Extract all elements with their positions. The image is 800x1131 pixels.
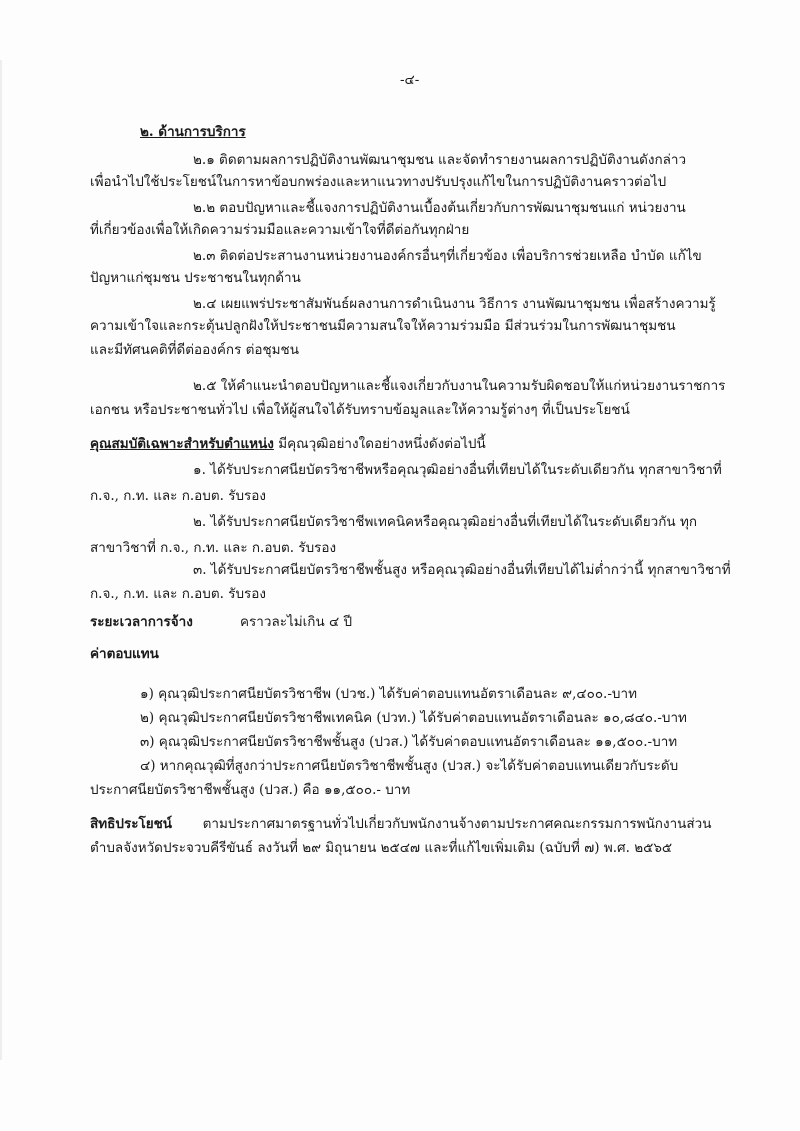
qualification-item-1-line-2: ก.จ., ก.ท. และ ก.อบต. รับรอง: [90, 488, 266, 504]
compensation-item-1: ๑) คุณวุฒิประกาศนียบัตรวิชาชีพ (ปวช.) ได้รับค่าตอบแทนอัตราเดือนละ ๙,๔๐๐.-บาท: [140, 686, 637, 702]
service-heading: ๒. ด้านการบริการ: [140, 124, 246, 140]
service-item-1-line-1: ๒.๑ ติดตามผลการปฏิบัติงานพัฒนาชุมชน และจัดทำรายงานผลการปฏิบัติงานดังกล่าว: [193, 152, 687, 168]
employment-value: คราวละไม่เกิน ๔ ปี: [240, 614, 353, 630]
compensation-heading: ค่าตอบแทน: [90, 646, 159, 662]
page-number: -๔-: [400, 72, 420, 88]
qualification-item-1-line-1: ๑. ได้รับประกาศนียบัตรวิชาชีพหรือคุณวุฒิอย่างอื่นที่เทียบได้ในระดับเดียวกัน ทุกสาขาวิชาที่: [193, 462, 722, 478]
service-item-3-line-1: ๒.๓ ติดต่อประสานงานหน่วยงานองค์กรอื่นๆที่เกี่ยวข้อง เพื่อบริการช่วยเหลือ บำบัด แก้ไข: [193, 248, 702, 264]
employment-heading: ระยะเวลาการจ้าง: [90, 614, 193, 630]
qualification-item-3-line-1: ๓. ได้รับประกาศนียบัตรวิชาชีพชั้นสูง หรือคุณวุฒิอย่างอื่นที่เทียบได้ไม่ต่ำกว่านี้ ทุกสาขาวิชาที่: [193, 562, 731, 578]
service-item-4-line-1: ๒.๔ เผยแพร่ประชาสัมพันธ์ผลงานการดำเนินงาน วิธีการ งานพัฒนาชุมชน เพื่อสร้างความรู้: [193, 296, 716, 312]
service-item-5-line-1: ๒.๕ ให้คำแนะนำตอบปัญหาและชี้แจงเกี่ยวกับงานในความรับผิดชอบให้แก่หน่วยงานราชการ: [193, 378, 726, 394]
service-item-2-line-2: ที่เกี่ยวข้องเพื่อให้เกิดความร่วมมือและความเข้าใจที่ดีต่อกันทุกฝ่าย: [90, 222, 470, 238]
scan-edge: [0, 60, 2, 1060]
compensation-item-2: ๒) คุณวุฒิประกาศนียบัตรวิชาชีพเทคนิค (ปวท.) ได้รับค่าตอบแทนอัตราเดือนละ ๑๐,๘๔๐.-บาท: [140, 710, 687, 726]
service-item-4-line-2: ความเข้าใจและกระตุ้นปลูกฝังให้ประชาชนมีความสนใจให้ความร่วมมือ มีส่วนร่วมในการพัฒนาชุมชน: [90, 318, 676, 334]
service-item-2-line-1: ๒.๒ ตอบปัญหาและชี้แจงการปฏิบัติงานเบื้องต้นเกี่ยวกับการพัฒนาชุมชนแก่ หน่วยงาน: [193, 200, 686, 216]
qualification-item-2-line-2: สาขาวิชาที่ ก.จ., ก.ท. และ ก.อบต. รับรอง: [90, 540, 337, 556]
service-item-5-line-2: เอกชน หรือประชาชนทั่วไป เพื่อให้ผู้สนใจได้รับทราบข้อมูลและให้ความรู้ต่างๆ ที่เป็นประโยชน์: [90, 402, 630, 418]
service-item-3-line-2: ปัญหาแก่ชุมชน ประชาชนในทุกด้าน: [90, 270, 301, 286]
compensation-item-4-line-2: ประกาศนียบัตรวิชาชีพชั้นสูง (ปวส.) คือ ๑๑,๕๐๐.- บาท: [90, 782, 411, 798]
qualifications-heading: คุณสมบัติเฉพาะสำหรับตำแหน่ง: [90, 436, 274, 452]
benefits-heading: สิทธิประโยชน์: [90, 816, 173, 832]
benefits-line-1: ตามประกาศมาตรฐานทั่วไปเกี่ยวกับพนักงานจ้างตามประกาศคณะกรรมการพนักงานส่วน: [202, 816, 712, 832]
benefits-line-2: ตำบลจังหวัดประจวบคีรีขันธ์ ลงวันที่ ๒๙ มิถุนายน ๒๕๔๗ และที่แก้ไขเพิ่มเติม (ฉบับที่ ๗) พ.ศ. ๒๕๖๕: [90, 840, 673, 856]
qualifications-title-row: [90, 434, 486, 454]
compensation-item-3: ๓) คุณวุฒิประกาศนียบัตรวิชาชีพชั้นสูง (ปวส.) ได้รับค่าตอบแทนอัตราเดือนละ ๑๑,๕๐๐.-บาท: [140, 734, 678, 750]
service-item-4-line-3: และมีทัศนคติที่ดีต่อองค์กร ต่อชุมชน: [90, 342, 299, 358]
qualifications-intro: มีคุณวุฒิอย่างใดอย่างหนึ่งดังต่อไปนี้: [278, 436, 486, 452]
qualification-item-3-line-2: ก.จ., ก.ท. และ ก.อบต. รับรอง: [90, 586, 266, 602]
compensation-item-4-line-1: ๔) หากคุณวุฒิที่สูงกว่าประกาศนียบัตรวิชาชีพชั้นสูง (ปวส.) จะได้รับค่าตอบแทนเดียวกับระดับ: [140, 758, 679, 774]
benefits-row: [90, 814, 711, 834]
service-item-1-line-2: เพื่อนำไปใช้ประโยชน์ในการหาข้อบกพร่องและหาแนวทางปรับปรุงแก้ไขในการปฏิบัติงานคราวต่อไป: [90, 174, 667, 190]
qualification-item-2-line-1: ๒. ได้รับประกาศนียบัตรวิชาชีพเทคนิคหรือคุณวุฒิอย่างอื่นที่เทียบได้ในระดับเดียวกัน ทุก: [193, 514, 698, 530]
